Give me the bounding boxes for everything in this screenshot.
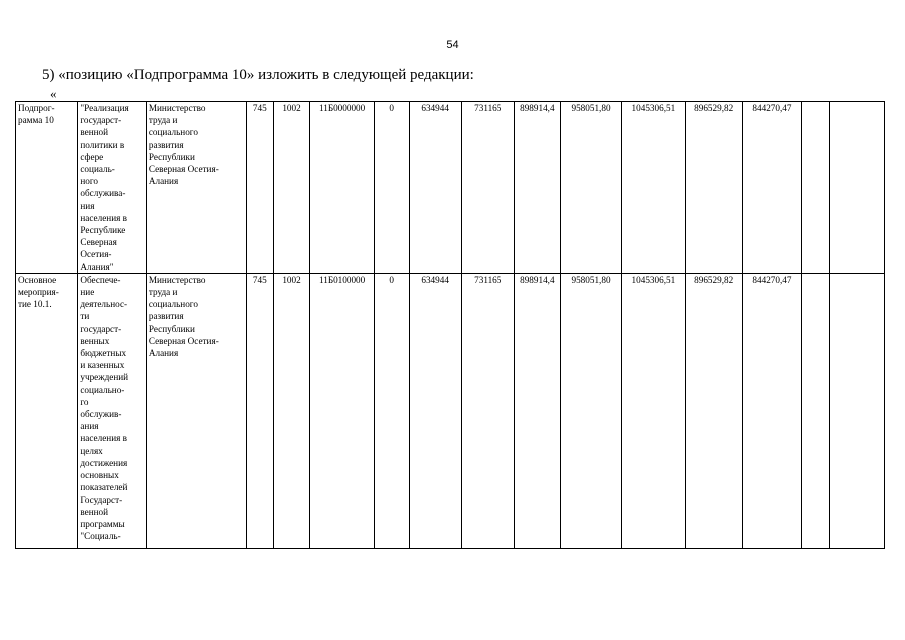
cell-value-5: 1045306,51 (622, 273, 685, 548)
opening-quote-mark: « (50, 86, 57, 101)
table-row-main-activity (16, 273, 885, 548)
cell-executor: Министерство труда и социального развития Республики Северная Осетия- Алания (146, 102, 246, 274)
cell-value-9 (829, 102, 884, 274)
cell-value-1: 634944 (409, 273, 461, 548)
cell-value-4: 958051,80 (560, 102, 621, 274)
budget-table (15, 101, 885, 549)
cell-value-8 (802, 102, 830, 274)
cell-value-5: 1045306,51 (622, 102, 685, 274)
page-number: 54 (446, 39, 459, 51)
cell-rzpr: 1002 (273, 273, 310, 548)
cell-grbs: 745 (247, 102, 274, 274)
cell-value-3: 898914,4 (514, 273, 560, 548)
cell-status: Основное мероприя- тие 10.1. (16, 273, 78, 548)
cell-csr: 11Б0100000 (310, 273, 374, 548)
section-heading: 5) «позицию «Подпрограмма 10» изложить в следующей редакции: (42, 67, 474, 83)
cell-executor: Министерство труда и социального развития Республики Северная Осетия- Алания (146, 273, 246, 548)
cell-value-3: 898914,4 (514, 102, 560, 274)
cell-value-7: 844270,47 (742, 273, 801, 548)
cell-value-8 (802, 273, 830, 548)
cell-status: Подпрог- рамма 10 (16, 102, 78, 274)
cell-value-9 (829, 273, 884, 548)
cell-csr: 11Б0000000 (310, 102, 374, 274)
cell-rzpr: 1002 (273, 102, 310, 274)
cell-value-7: 844270,47 (742, 102, 801, 274)
cell-name: Обеспече- ние деятельнос- ти государст- венных бюджетных и казенных учреждений социально- го обслужив- ания населения в целях достижения основных показателей Государст- венной программы "Социаль- (78, 273, 146, 548)
table-row-subprogram (16, 102, 885, 274)
cell-vr: 0 (374, 273, 409, 548)
cell-vr: 0 (374, 102, 409, 274)
cell-name: "Реализация государст- венной политики в сфере социаль- ного обслужива- ния населения в Республике Северная Осетия- Алания" (78, 102, 146, 274)
cell-value-2: 731165 (461, 273, 514, 548)
cell-value-6: 896529,82 (685, 102, 742, 274)
cell-value-1: 634944 (409, 102, 461, 274)
cell-value-2: 731165 (461, 102, 514, 274)
cell-value-4: 958051,80 (560, 273, 621, 548)
cell-grbs: 745 (247, 273, 274, 548)
cell-value-6: 896529,82 (685, 273, 742, 548)
